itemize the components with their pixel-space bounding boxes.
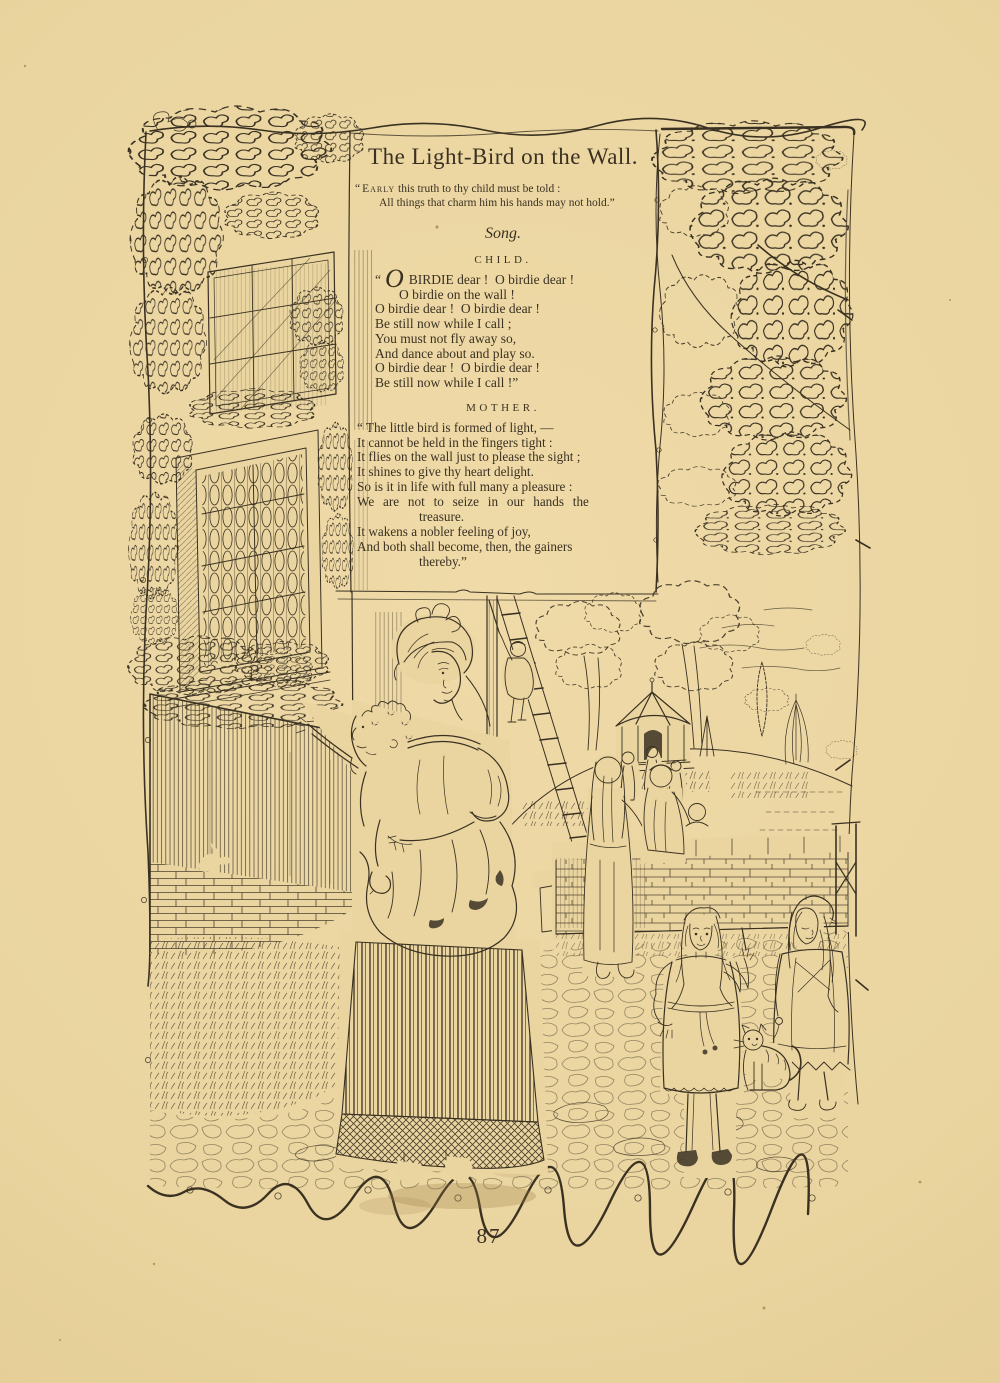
epigraph-line-1: “ Early this truth to thy child must be told : <box>355 183 561 195</box>
song-heading: Song. <box>485 225 521 242</box>
verse-line: It cannot be held in the fingers tight : <box>357 434 553 450</box>
verse-line: Be still now while I call !” <box>375 374 519 390</box>
epigraph <box>355 183 661 210</box>
mother-speaker-label: MOTHER. <box>466 401 540 414</box>
striped-skirt <box>336 942 544 1168</box>
page-number: 87 <box>476 1224 502 1248</box>
child-verse <box>375 264 661 391</box>
verse-line: “ O BIRDIE dear ! O birdie dear ! <box>375 264 575 293</box>
verse-line: It shines to give thy heart delight. <box>357 464 534 480</box>
verse-line: It flies on the wall just to please the sight ; <box>357 449 581 465</box>
child-speaker-label: CHILD. <box>474 254 532 266</box>
verse-line: So is it in life with full many a pleasure : <box>357 479 573 495</box>
decorated-initial: O <box>385 264 404 293</box>
verse-line: We are not to seize in our hands the <box>357 494 589 510</box>
verse-line: Be still now while I call ; <box>375 316 512 332</box>
willow-and-shrubs <box>700 662 857 764</box>
tree-right <box>652 121 853 555</box>
verse-line: You must not fly away so, <box>375 330 517 346</box>
text-panel <box>345 118 661 570</box>
verse-line: And both shall become, then, the gainers <box>357 538 573 554</box>
page-title: The Light-Bird on the Wall. <box>368 144 638 169</box>
verse-line: And dance about and play so. <box>375 345 535 361</box>
mother-verse <box>357 421 661 570</box>
epigraph-line-2: All things that charm him his hands may not hold.” <box>379 196 615 209</box>
sky-lines <box>700 608 840 671</box>
verse-line: O birdie dear ! O birdie dear ! <box>375 301 540 317</box>
verse-line: “ The little bird is formed of light, — <box>357 419 554 435</box>
verse-line: O birdie on the wall ! <box>399 286 515 302</box>
verse-line: thereby.” <box>419 553 467 569</box>
verse-line: O birdie dear ! O birdie dear ! <box>375 360 540 376</box>
verse-line: It wakens a nobler feeling of joy, <box>357 523 531 539</box>
verse-line: treasure. <box>419 509 465 525</box>
